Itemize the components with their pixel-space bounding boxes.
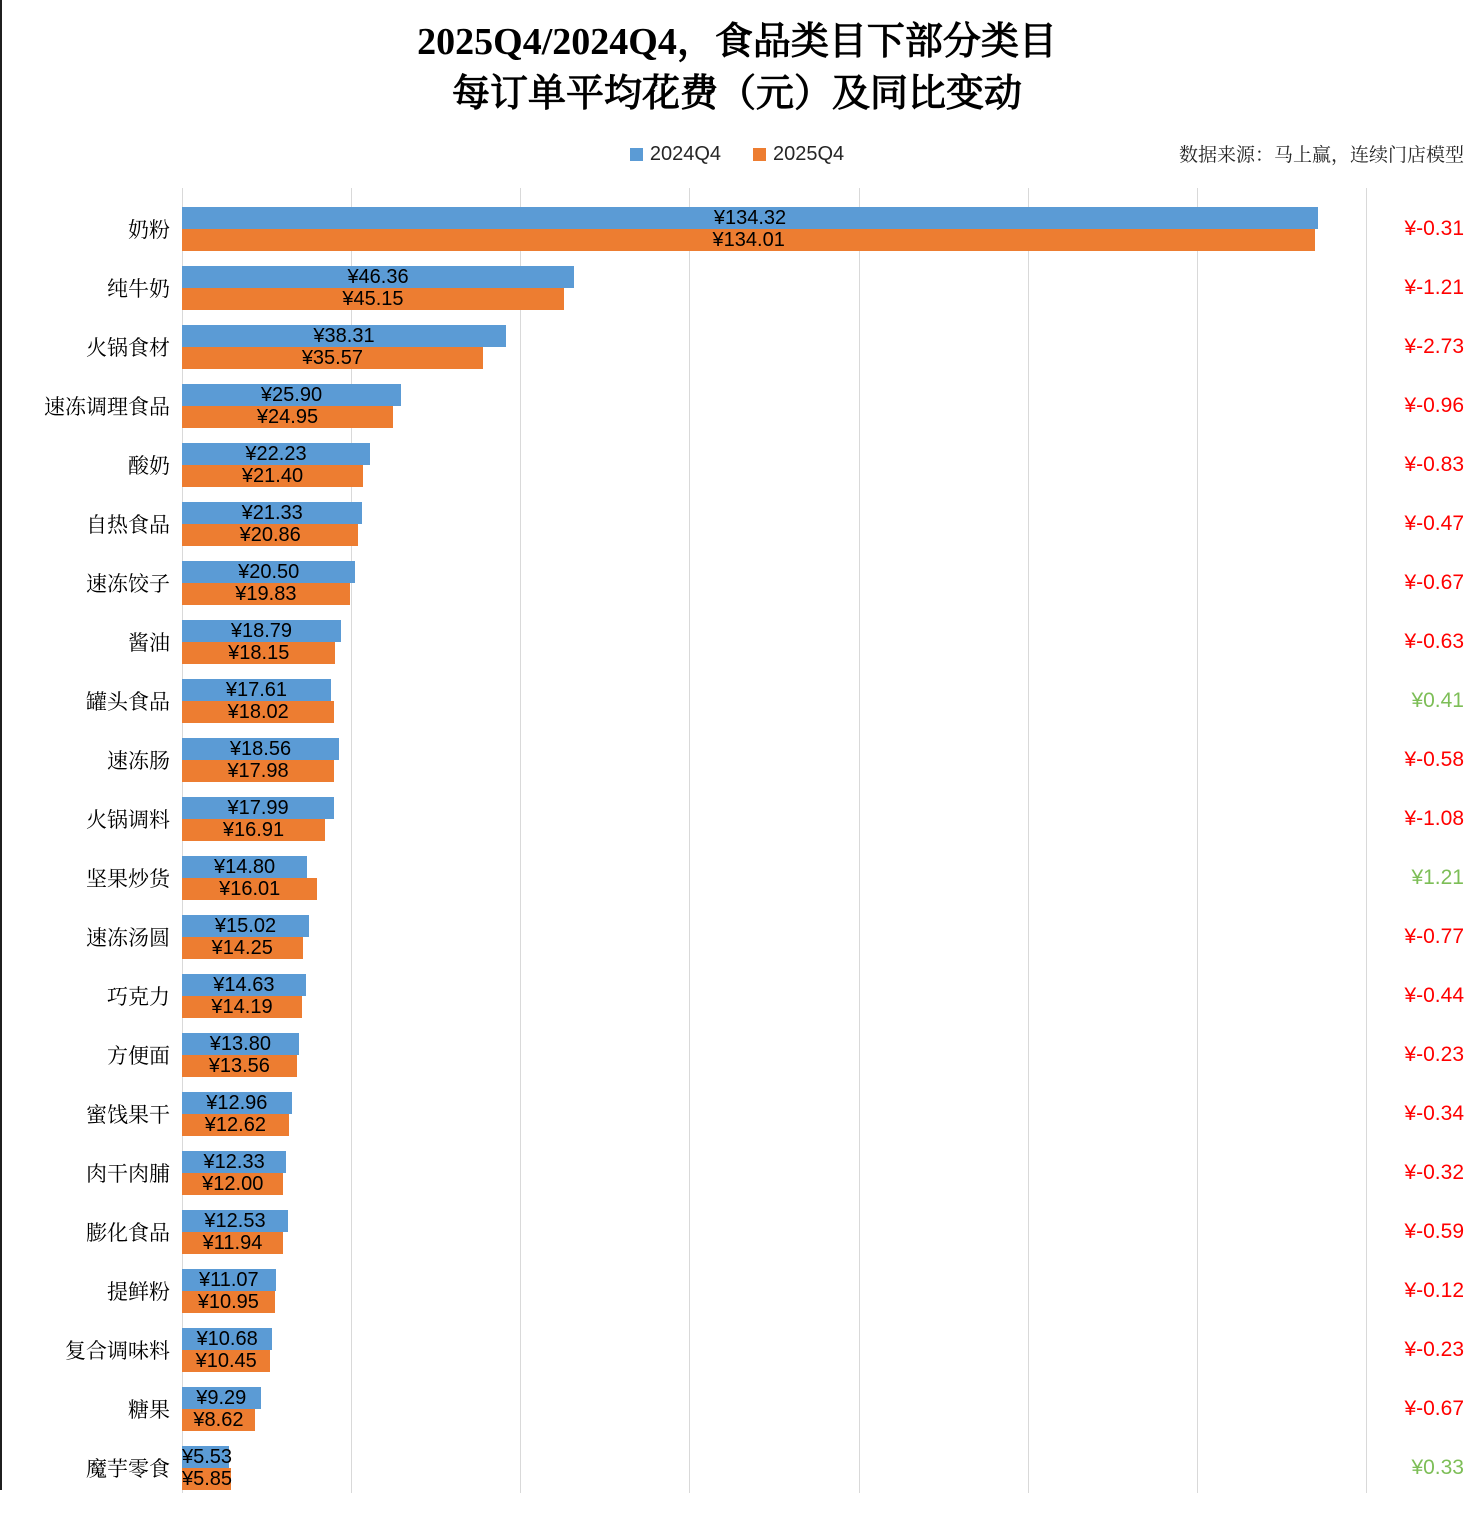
bar-value-label: ¥12.33 (203, 1151, 265, 1173)
gridline (689, 188, 690, 1493)
yoy-change-value: ¥-0.23 (1404, 1043, 1464, 1066)
legend-label-2024q4: 2024Q4 (649, 143, 721, 165)
bar-value-label: ¥14.25 (211, 937, 273, 959)
bar-value-label: ¥17.99 (227, 797, 289, 819)
yoy-change-value: ¥-2.73 (1404, 335, 1464, 358)
yoy-change-value: ¥-0.67 (1404, 1397, 1464, 1420)
category-label: 糖果 (128, 1398, 170, 1422)
bar-value-label: ¥5.85 (182, 1468, 233, 1490)
bar-value-label: ¥17.98 (227, 760, 289, 782)
category-label: 肉干肉脯 (86, 1162, 170, 1186)
bar-value-label: ¥22.23 (245, 443, 307, 465)
yoy-change-value: ¥-0.67 (1404, 571, 1464, 594)
bar-value-label: ¥21.33 (241, 502, 303, 524)
yoy-change-value: ¥-0.63 (1404, 630, 1464, 653)
bar-value-label: ¥10.95 (197, 1291, 259, 1313)
category-label: 膨化食品 (86, 1221, 170, 1245)
bar-value-label: ¥38.31 (313, 325, 375, 347)
yoy-change-value: ¥-0.59 (1404, 1220, 1464, 1243)
bar-value-label: ¥14.80 (213, 856, 276, 878)
yoy-change-value: ¥-1.21 (1404, 276, 1464, 299)
bar-value-label: ¥12.62 (204, 1114, 266, 1136)
category-label: 坚果炒货 (86, 867, 170, 891)
category-label: 火锅食材 (86, 336, 170, 360)
gridline (1197, 188, 1198, 1493)
bar-value-label: ¥21.40 (241, 465, 304, 487)
category-label: 速冻饺子 (86, 572, 170, 596)
yoy-change-value: ¥1.21 (1411, 866, 1464, 889)
yoy-change-value: ¥0.33 (1411, 1456, 1464, 1479)
bar-value-label: ¥19.83 (235, 583, 297, 605)
bar-value-label: ¥35.57 (301, 347, 363, 369)
bar-value-label: ¥18.79 (230, 620, 293, 642)
category-label: 酸奶 (128, 454, 170, 478)
category-label: 蜜饯果干 (86, 1103, 170, 1127)
bar-value-label: ¥8.62 (193, 1409, 244, 1431)
category-label: 纯牛奶 (107, 277, 170, 301)
category-label: 自热食品 (86, 513, 170, 537)
bar-value-label: ¥134.01 (712, 229, 785, 251)
bar-value-label: ¥12.00 (202, 1173, 264, 1195)
bar-value-label: ¥13.80 (209, 1033, 271, 1055)
category-label: 火锅调料 (86, 808, 170, 832)
bar-value-label: ¥46.36 (347, 266, 409, 288)
bar-value-label: ¥25.90 (260, 384, 323, 406)
gridline (1028, 188, 1029, 1493)
bar-value-label: ¥14.63 (213, 974, 275, 996)
category-label: 速冻调理食品 (44, 395, 170, 419)
bar-value-label: ¥17.61 (225, 679, 288, 701)
yoy-change-value: ¥-0.77 (1404, 925, 1464, 948)
bar-value-label: ¥13.56 (208, 1055, 270, 1077)
bar-value-label: ¥18.56 (229, 738, 292, 760)
data-source-note: 数据来源：马上赢，连续门店模型 (1178, 145, 1464, 166)
bar-value-label: ¥12.53 (204, 1210, 266, 1232)
bar-value-label: ¥14.19 (211, 996, 273, 1018)
yoy-change-value: ¥-0.58 (1404, 748, 1464, 771)
bar-value-label: ¥9.29 (196, 1387, 247, 1409)
category-label: 巧克力 (107, 985, 170, 1009)
gridline (520, 188, 521, 1493)
chart-title-line-1: 2025Q4/2024Q4，食品类目下部分类目 (417, 21, 1057, 63)
bar-value-label: ¥16.01 (219, 878, 281, 900)
yoy-change-value: ¥-0.44 (1404, 984, 1464, 1007)
bar-value-label: ¥10.68 (196, 1328, 258, 1350)
category-label: 方便面 (107, 1044, 170, 1068)
bar-value-label: ¥134.32 (713, 207, 787, 229)
bar-value-label: ¥20.50 (238, 561, 300, 583)
yoy-change-value: ¥0.41 (1411, 689, 1464, 712)
bar-value-label: ¥12.96 (206, 1092, 268, 1114)
bar-value-label: ¥24.95 (256, 406, 319, 428)
bar-value-label: ¥18.02 (227, 701, 289, 723)
category-label: 罐头食品 (86, 690, 170, 714)
bar-value-label: ¥18.15 (228, 642, 290, 664)
yoy-change-value: ¥-0.96 (1404, 394, 1464, 417)
bar-value-label: ¥10.45 (195, 1350, 257, 1372)
chart-title-line-2: 每订单平均花费（元）及同比变动 (451, 73, 1022, 115)
bar-value-label: ¥45.15 (342, 288, 404, 310)
yoy-change-value: ¥-0.47 (1404, 512, 1464, 535)
category-label: 提鲜粉 (107, 1280, 170, 1304)
bar-value-label: ¥15.02 (214, 915, 277, 937)
yoy-change-value: ¥-0.34 (1404, 1102, 1464, 1125)
yoy-change-value: ¥-0.12 (1404, 1279, 1464, 1302)
legend-label-2025q4: 2025Q4 (773, 143, 845, 165)
category-label: 魔芋零食 (86, 1457, 170, 1481)
bar-value-label: ¥11.94 (202, 1232, 263, 1254)
yoy-change-value: ¥-0.23 (1404, 1338, 1464, 1361)
category-label: 速冻汤圆 (86, 926, 170, 950)
category-label: 酱油 (128, 631, 170, 655)
yoy-change-value: ¥-0.83 (1404, 453, 1464, 476)
category-label: 复合调味料 (65, 1339, 170, 1363)
bar-value-label: ¥20.86 (239, 524, 301, 546)
yoy-change-value: ¥-0.32 (1404, 1161, 1464, 1184)
bar-value-label: ¥16.91 (222, 819, 285, 841)
bar-value-label: ¥5.53 (182, 1446, 233, 1468)
yoy-change-value: ¥-1.08 (1404, 807, 1464, 830)
yoy-change-value: ¥-0.31 (1404, 217, 1464, 240)
bar-value-label: ¥11.07 (198, 1269, 259, 1291)
category-label: 速冻肠 (107, 749, 170, 773)
category-label: 奶粉 (128, 218, 170, 242)
gridline (859, 188, 860, 1493)
